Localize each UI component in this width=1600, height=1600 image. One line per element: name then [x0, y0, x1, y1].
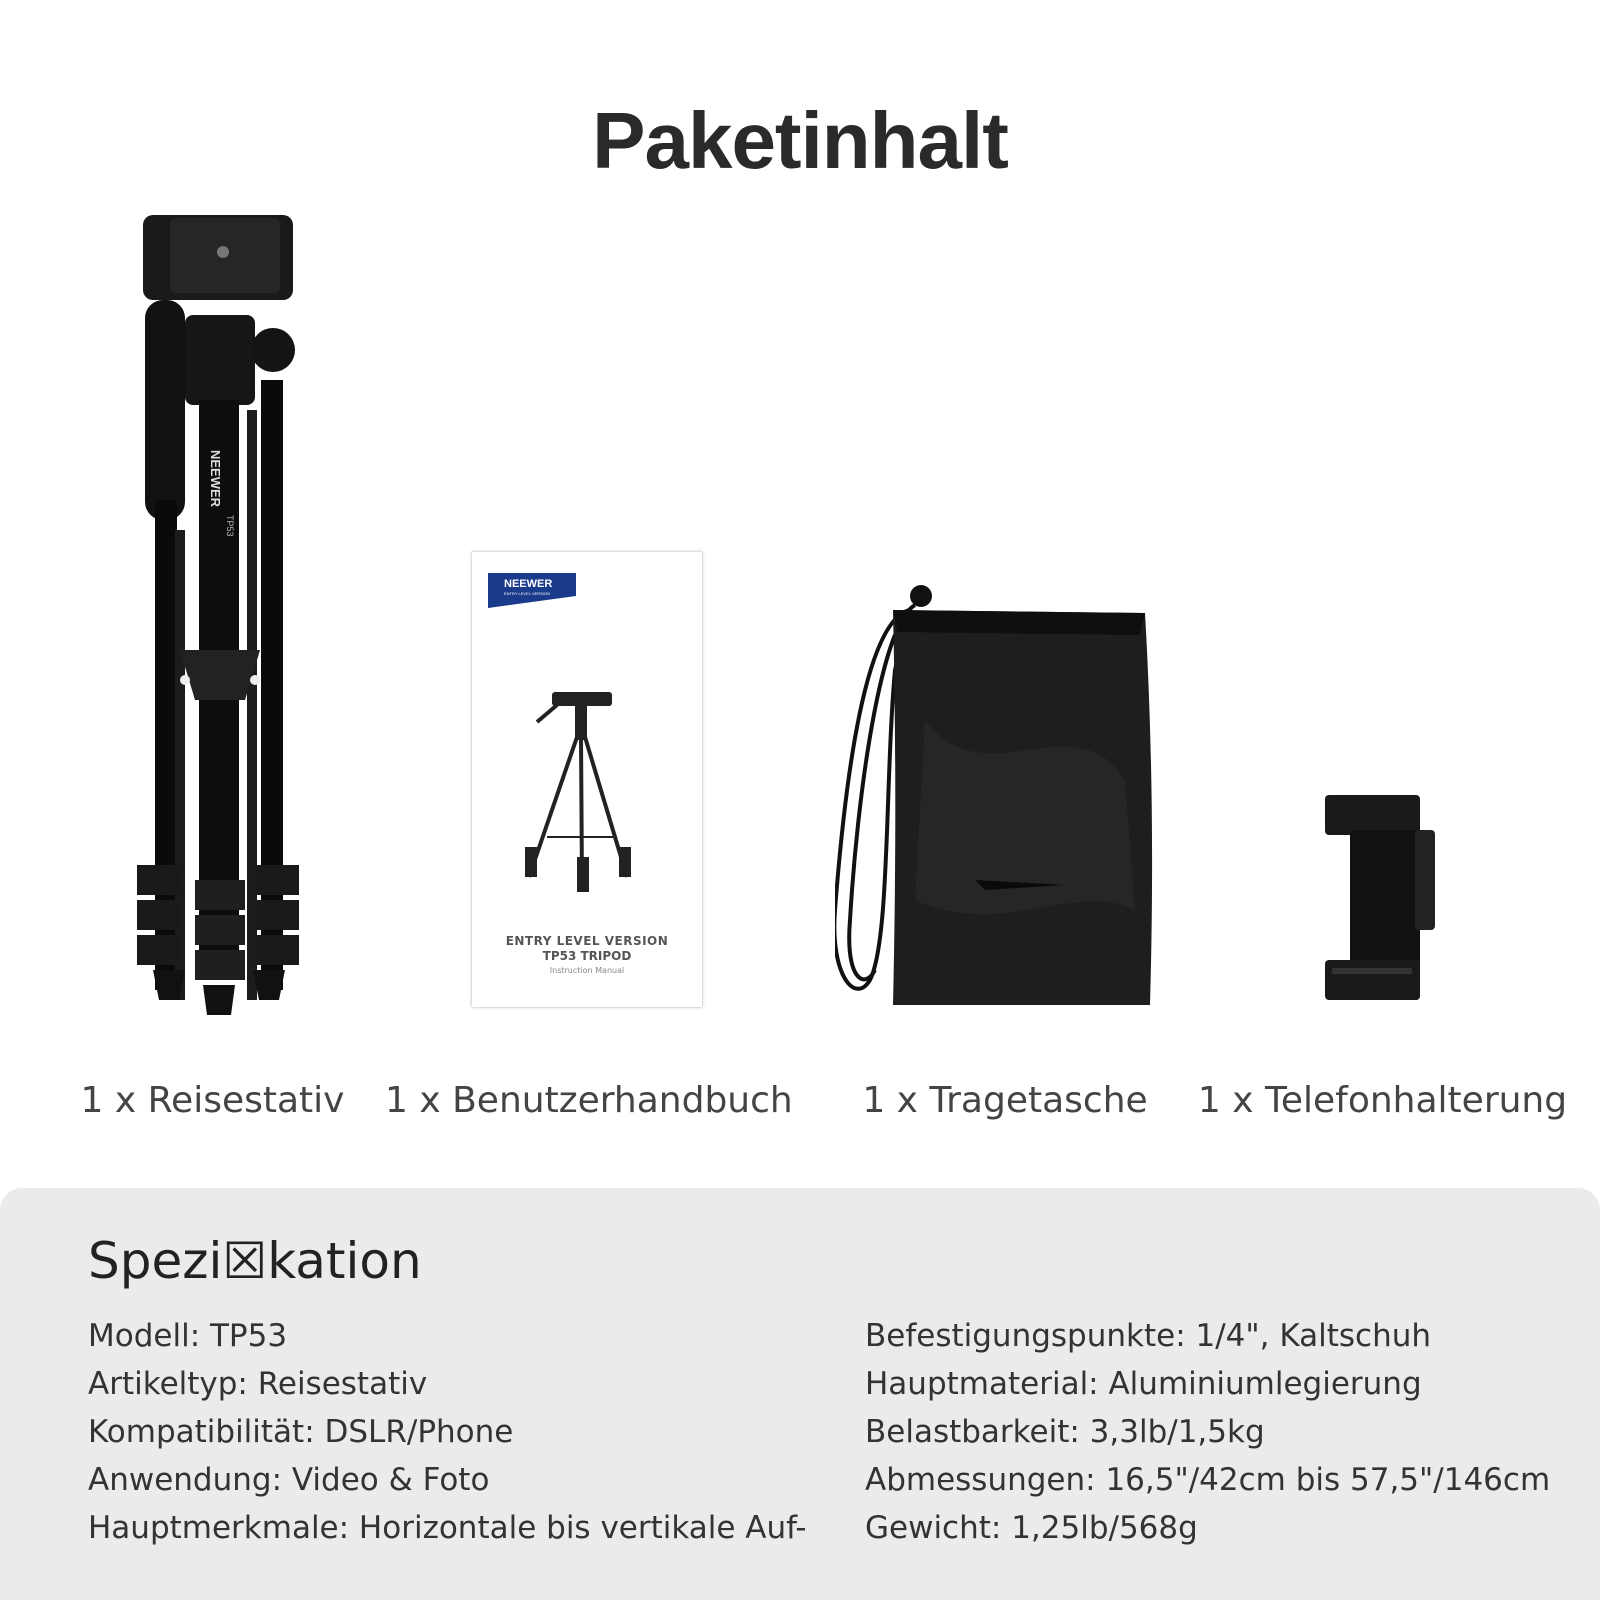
tripod-icon: [135, 210, 305, 1040]
svg-text:ENTRY LEVEL VERSION: ENTRY LEVEL VERSION: [504, 591, 550, 596]
manual-line-2: TP53 TRIPOD: [542, 949, 632, 963]
item-label-tripod: 1 x Reisestativ: [80, 1080, 345, 1121]
spec-item: Kompatibilität: DSLR/Phone: [88, 1414, 514, 1450]
item-label-bag: 1 x Tragetasche: [862, 1080, 1148, 1121]
spec-item: Abmessungen: 16,5"/42cm bis 57,5"/146cm: [865, 1462, 1551, 1498]
spec-item: Hauptmerkmale: Horizontale bis vertikale Auf-: [88, 1510, 807, 1546]
manual-tripod-icon: [517, 687, 647, 902]
item-label-phone-holder: 1 x Telefonhalterung: [1197, 1080, 1568, 1121]
tripod-brand: NEEWER: [208, 450, 223, 508]
spec-left-column: [88, 1312, 807, 1552]
page-title: Paketinhalt: [592, 96, 1008, 185]
spec-title: Spezi☒kation: [88, 1232, 422, 1290]
spec-item: Gewicht: 1,25lb/568g: [865, 1510, 1198, 1546]
spec-item: Belastbarkeit: 3,3lb/1,5kg: [865, 1414, 1265, 1450]
instruction-manual: [472, 552, 702, 1007]
spec-item: Modell: TP53: [88, 1318, 288, 1354]
tripod-model: TP53: [225, 515, 235, 537]
spec-item: Hauptmaterial: Aluminiumlegierung: [865, 1366, 1422, 1402]
spec-item: Anwendung: Video & Foto: [88, 1462, 490, 1498]
phone-holder-icon: [1320, 790, 1440, 1005]
manual-line-1: ENTRY LEVEL VERSION: [505, 934, 669, 948]
manual-line-3: Instruction Manual: [549, 966, 625, 975]
spec-item: Befestigungspunkte: 1/4", Kaltschuh: [865, 1318, 1432, 1354]
neewer-logo: [488, 568, 578, 608]
item-label-manual: 1 x Benutzerhandbuch: [385, 1080, 793, 1121]
bag-icon: [835, 580, 1155, 1010]
spec-item: Artikeltyp: Reisestativ: [88, 1366, 428, 1402]
spec-right-column: [865, 1312, 1550, 1552]
svg-text:NEEWER: NEEWER: [504, 578, 553, 590]
